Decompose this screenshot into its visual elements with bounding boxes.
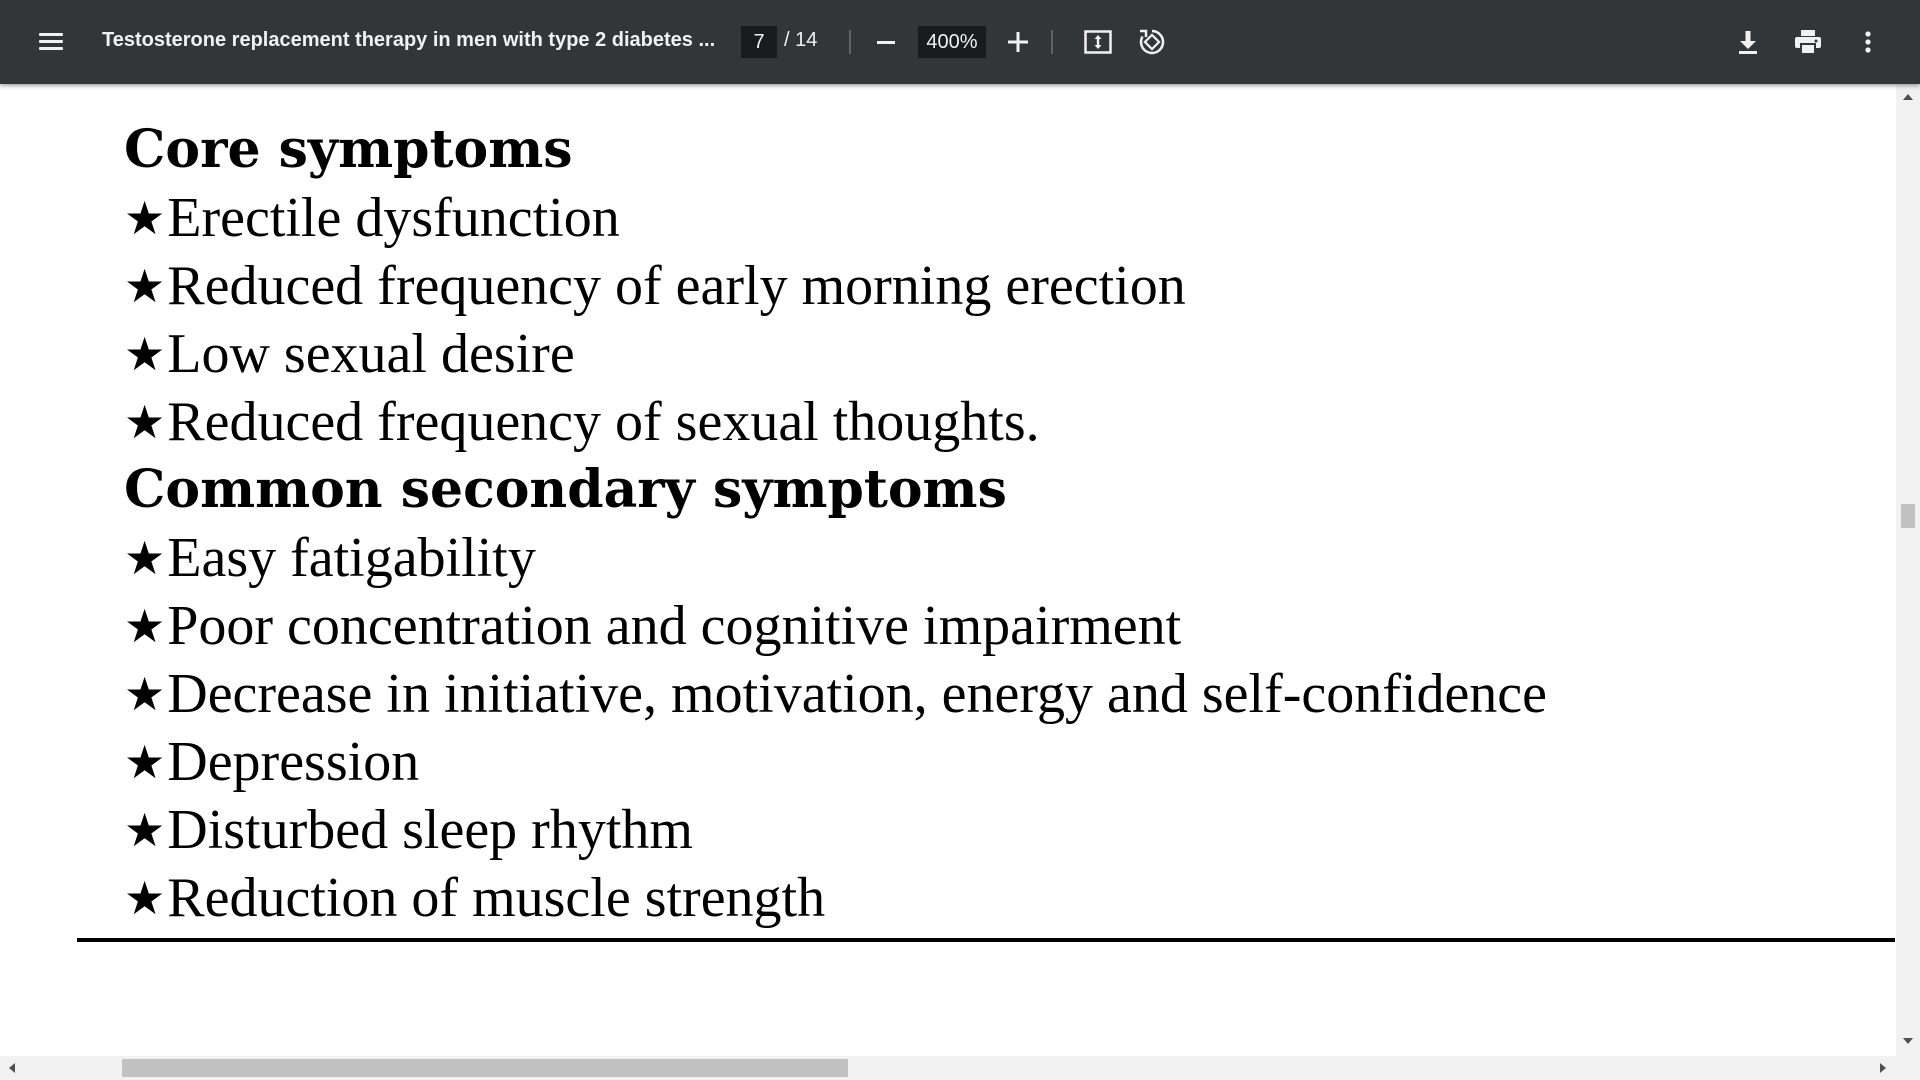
list-item [124,728,1547,796]
menu-button[interactable] [26,22,76,62]
scroll-down-arrow-icon[interactable] [1903,1038,1913,1044]
plus-icon [1007,31,1029,53]
list-item-text: Low sexual desire [167,323,575,385]
rotate-button[interactable] [1132,22,1172,62]
star-bullet: ★ [124,259,166,313]
scroll-left-arrow-icon[interactable] [9,1063,15,1073]
list-item-text: Reduced frequency of sexual thoughts. [167,391,1040,453]
list-item [124,660,1547,728]
horizontal-scrollbar[interactable] [0,1056,1920,1080]
zoom-level-input[interactable]: 400% [918,26,986,58]
star-bullet: ★ [124,735,166,789]
pdf-viewer[interactable] [0,84,1896,1056]
download-icon [1737,30,1759,54]
star-bullet: ★ [124,531,166,585]
list-item-text: Decrease in initiative, motivation, energy and self-confidence [167,663,1548,725]
section-heading: Common secondary symptoms [124,459,1007,520]
pdf-page [124,84,1547,932]
list-item-text: Reduction of muscle strength [167,867,826,929]
vertical-scrollbar[interactable] [1896,84,1920,1056]
zoom-out-button[interactable] [866,22,906,62]
fit-to-page-button[interactable] [1078,22,1118,62]
print-button[interactable] [1788,22,1828,62]
print-icon [1794,29,1822,55]
scroll-up-arrow-icon[interactable] [1903,94,1913,100]
star-bullet: ★ [124,803,166,857]
star-bullet: ★ [124,395,166,449]
list-item-text: Erectile dysfunction [167,187,620,249]
star-bullet: ★ [124,191,166,245]
toolbar-divider [1051,30,1053,54]
rotate-icon [1138,28,1166,56]
page-number-input[interactable]: 7 [741,26,777,58]
list-item [124,864,1547,932]
minus-icon [877,41,895,44]
page-total: / 14 [784,29,818,51]
horizontal-rule [77,938,1895,942]
star-bullet: ★ [124,327,166,381]
list-item-text: Depression [167,731,420,793]
fit-to-page-icon [1084,30,1112,54]
toolbar-divider [849,30,851,54]
list-item-text: Poor concentration and cognitive impairment [167,595,1182,657]
horizontal-scroll-thumb[interactable] [122,1059,848,1077]
more-vert-icon [1864,30,1872,54]
list-item-text: Disturbed sleep rhythm [167,799,693,861]
star-bullet: ★ [124,871,166,925]
list-item [124,524,1547,592]
list-item [124,796,1547,864]
star-bullet: ★ [124,667,166,721]
list-item-text: Reduced frequency of early morning erection [167,255,1186,317]
menu-icon [39,33,63,51]
list-item [124,252,1547,320]
list-item [124,388,1547,456]
list-item [124,184,1547,252]
scroll-right-arrow-icon[interactable] [1880,1063,1886,1073]
list-item [124,592,1547,660]
section-heading: Core symptoms [124,119,573,180]
list-item [124,320,1547,388]
list-item-text: Easy fatigability [167,527,536,589]
download-button[interactable] [1728,22,1768,62]
star-bullet: ★ [124,599,166,653]
document-title: Testosterone replacement therapy in men with type 2 diabetes ... [102,29,716,51]
more-options-button[interactable] [1848,22,1888,62]
pdf-toolbar [0,0,1920,84]
zoom-in-button[interactable] [998,22,1038,62]
vertical-scroll-thumb[interactable] [1901,504,1915,528]
